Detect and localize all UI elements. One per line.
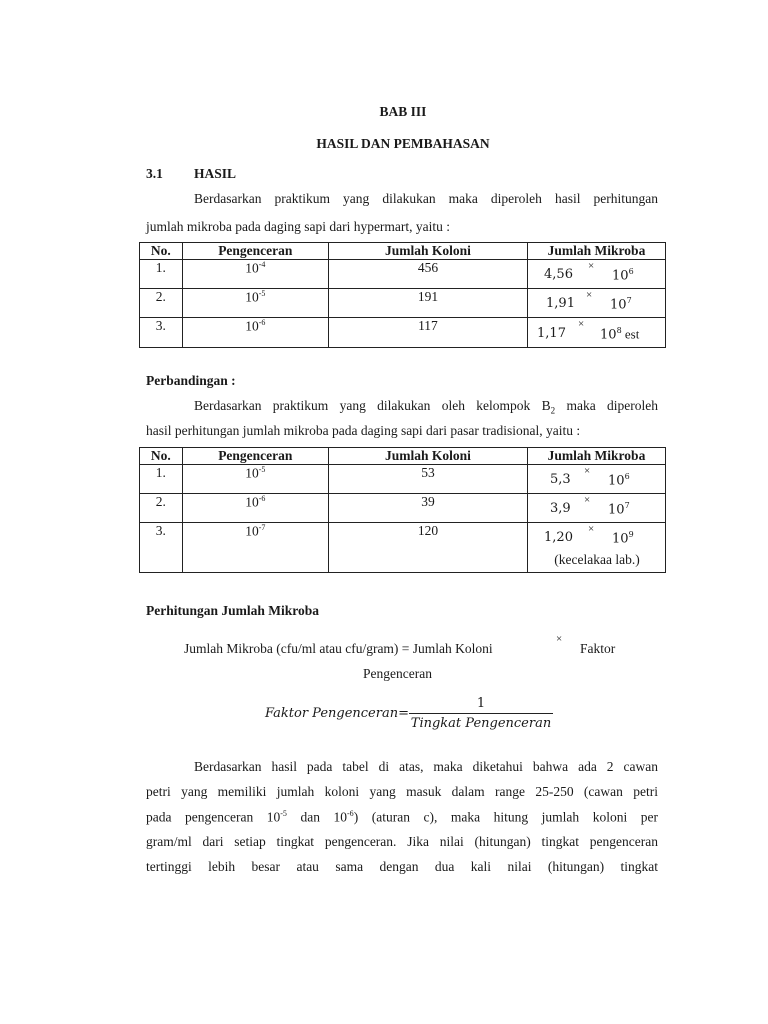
discussion-line-4: gram/ml dari setiap tingkat pengenceran. Jika nilai (hitungan) tingkat pengenceran [146, 834, 658, 849]
cell-koloni: 120 [328, 523, 527, 573]
table-row [140, 260, 666, 289]
results-table [139, 242, 666, 348]
section-title: HASIL [194, 166, 237, 181]
col-header-no: No. [140, 448, 183, 465]
col-header-mikroba: Jumlah Mikroba [528, 448, 666, 465]
comparison-table [139, 447, 666, 573]
cell-no: 1. [140, 465, 183, 494]
table-row [140, 523, 666, 573]
cell-no: 2. [140, 289, 183, 318]
calc-title: Perhitungan Jumlah Mikroba [146, 603, 320, 618]
formula-left: Jumlah Mikroba (cfu/ml atau cfu/gram) = Jumlah Koloni [184, 641, 493, 656]
cell-pengenceran: $10^{-5}$ [182, 289, 328, 318]
cell-mikroba: 1,20 × $10^9$ (kecelakaa lab.) [528, 523, 666, 573]
table-row [140, 494, 666, 523]
cell-koloni: 39 [328, 494, 527, 523]
col-header-no: No. [140, 243, 183, 260]
cell-mikroba: 3,9 × $10^7$ [528, 494, 666, 523]
cell-no: 3. [140, 318, 183, 348]
col-header-koloni: Jumlah Koloni [328, 448, 527, 465]
fraction-formula: Faktor Pengenceran= $\frac{1}{\text{Tingkat Pengenceran}}$ [265, 696, 552, 731]
col-header-pengenceran: Pengenceran [182, 243, 328, 260]
intro-line-2: jumlah mikroba pada daging sapi dari hypermart, yaitu : [146, 219, 451, 234]
col-header-koloni: Jumlah Koloni [328, 243, 527, 260]
page-title: HASIL DAN PEMBAHASAN [316, 136, 490, 151]
comparison-line-2: hasil perhitungan jumlah mikroba pada daging sapi dari pasar tradisional, yaitu : [146, 423, 581, 438]
cell-pengenceran: $10^{-6}$ [182, 318, 328, 348]
col-header-pengenceran: Pengenceran [182, 448, 328, 465]
accident-note: (kecelakaa lab.) [554, 552, 640, 567]
cell-mikroba: 5,3 × $10^6$ [528, 465, 666, 494]
cell-pengenceran: $10^{-5}$ [182, 465, 328, 494]
cell-no: 2. [140, 494, 183, 523]
discussion-line-2: petri yang memiliki jumlah koloni yang masuk dalam range 25-250 (cawan petri [146, 784, 658, 799]
comparison-line-1: Berdasarkan praktikum yang dilakukan oleh kelompok $B_2$ maka diperoleh [194, 398, 658, 416]
cell-mikroba: 1,91 × $10^7$ [528, 289, 666, 318]
chapter-heading: BAB III [379, 104, 427, 119]
formula-times: × [556, 633, 563, 645]
discussion-line-5: tertinggi lebih besar atau sama dengan dua kali nilai (hitungan) tingkat [146, 859, 658, 874]
cell-koloni: 117 [328, 318, 527, 348]
cell-koloni: 53 [328, 465, 527, 494]
section-number: 3.1 [146, 166, 163, 181]
discussion-line-3: pada pengenceran $10^{-5}$ dan $10^{-6}$) (aturan c), maka hitung jumlah koloni per [146, 809, 658, 825]
cell-no: 1. [140, 260, 183, 289]
table-header-row [140, 448, 666, 465]
cell-koloni: 456 [328, 260, 527, 289]
table-header-row [140, 243, 666, 260]
formula-line-2: Pengenceran [363, 666, 432, 681]
cell-koloni: 191 [328, 289, 527, 318]
col-header-mikroba: Jumlah Mikroba [528, 243, 666, 260]
cell-pengenceran: $10^{-4}$ [182, 260, 328, 289]
table-row [140, 318, 666, 348]
cell-pengenceran: $10^{-7}$ [182, 523, 328, 573]
cell-mikroba: 1,17 × $10^8$ est [528, 318, 666, 348]
table-row [140, 465, 666, 494]
table-row [140, 289, 666, 318]
cell-pengenceran: $10^{-6}$ [182, 494, 328, 523]
cell-mikroba: 4,56 × $10^6$ [528, 260, 666, 289]
comparison-title: Perbandingan : [146, 373, 236, 388]
formula-right: Faktor [580, 641, 616, 656]
intro-line-1: Berdasarkan praktikum yang dilakukan maka diperoleh hasil perhitungan [194, 191, 658, 206]
cell-no: 3. [140, 523, 183, 573]
discussion-line-1: Berdasarkan hasil pada tabel di atas, maka diketahui bahwa ada 2 cawan [194, 759, 658, 774]
